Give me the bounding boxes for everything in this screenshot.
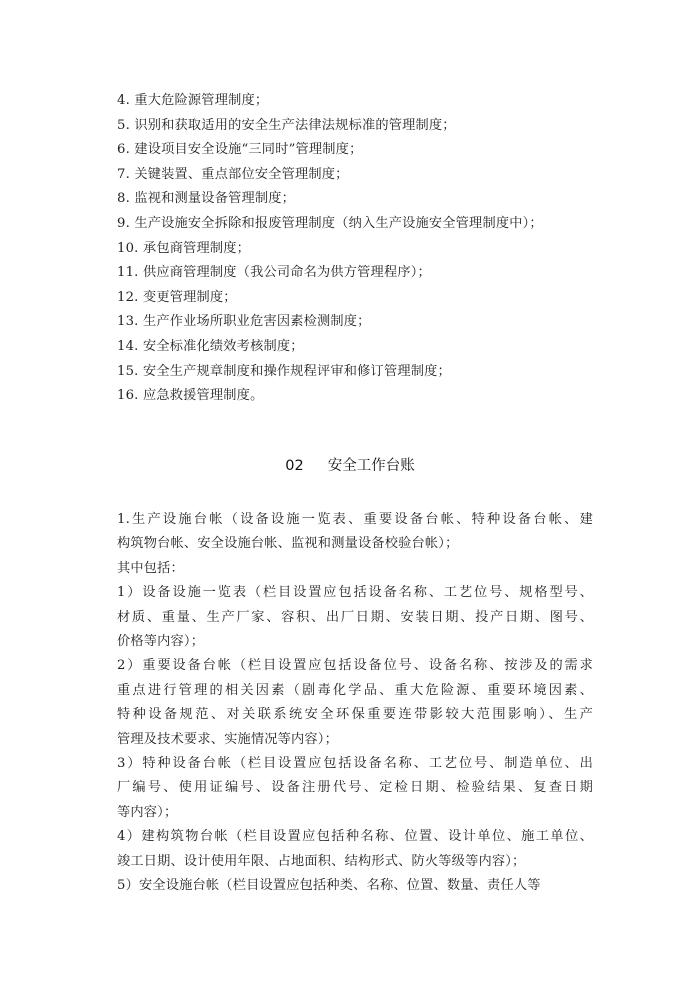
paragraph xyxy=(117,557,593,581)
list-item: 9. 生产设施安全拆除和报废管理制度（纳入生产设施安全管理制度中）； xyxy=(117,215,543,231)
list-item: 15. 安全生产规章制度和操作规程评审和修订管理制度； xyxy=(117,363,451,379)
section-heading xyxy=(0,456,700,476)
list-item: 7. 关键装置、重点部位安全管理制度； xyxy=(117,166,349,182)
paragraph xyxy=(117,874,593,898)
text-line: 1）设备设施一览表（栏目设置应包括设备名称、工艺位号、规格型号、 xyxy=(117,585,593,601)
paragraph xyxy=(117,825,593,874)
paragraph xyxy=(117,508,593,557)
text-line: 等内容）； xyxy=(117,804,178,820)
text-line: 材质、重量、生产厂家、容积、出厂日期、安装日期、投产日期、图号、 xyxy=(117,609,593,625)
text-line: 其中包括： xyxy=(117,560,184,576)
text-line: 特种设备规范、对关联系统安全环保重要连带影较大范围影响）、生产 xyxy=(117,707,593,723)
text-line: 竣工日期、设计使用年限、占地面积、结构形式、防火等级等内容）； xyxy=(117,853,526,869)
list-item: 13. 生产作业场所职业危害因素检测制度； xyxy=(117,314,371,330)
list-item: 16. 应急救援管理制度。 xyxy=(117,388,264,404)
text-line: 厂编号、使用证编号、设备注册代号、定检日期、检验结果、复查日期 xyxy=(117,780,593,796)
section-body xyxy=(117,508,593,899)
text-line: 价格等内容）； xyxy=(117,634,205,650)
text-line: 1.生产设施台帐（设备设施一览表、重要设备台帐、特种设备台帐、建 xyxy=(117,512,593,527)
text-line: 2）重要设备台帐（栏目设置应包括设备位号、设备名称、按涉及的需求 xyxy=(117,658,593,674)
list-item: 10. 承包商管理制度； xyxy=(117,240,251,256)
regulation-list xyxy=(117,89,607,409)
text-line: 管理及技术要求、实施情况等内容）； xyxy=(117,731,338,747)
paragraph xyxy=(117,654,593,752)
text-line: 5）安全设施台帐（栏目设置应包括种类、名称、位置、数量、责任人等 xyxy=(117,878,541,894)
section-number: 02 xyxy=(285,458,304,474)
list-item: 14. 安全标准化绩效考核制度； xyxy=(117,338,304,354)
list-item: 8. 监视和测量设备管理制度； xyxy=(117,191,296,207)
list-item: 6. 建设项目安全设施“三同时”管理制度； xyxy=(117,142,363,158)
paragraph xyxy=(117,581,593,654)
text-line: 重点进行管理的相关因素（剧毒化学品、重大危险源、重要环境因素、 xyxy=(117,682,593,698)
text-line: 构筑物台帐、安全设施台帐、监视和测量设备校验台帐）； xyxy=(117,536,459,552)
list-item: 4. 重大危险源管理制度； xyxy=(117,93,269,108)
list-item: 5. 识别和获取适用的安全生产法律法规标准的管理制度； xyxy=(117,117,456,133)
section-title: 安全工作台账 xyxy=(327,458,415,474)
paragraph xyxy=(117,752,593,825)
list-item: 11. 供应商管理制度（我公司命名为供方管理程序）； xyxy=(117,265,431,281)
text-line: 4）建构筑物台帐（栏目设置应包括种名称、位置、设计单位、施工单位、 xyxy=(117,829,593,845)
list-item: 12. 变更管理制度； xyxy=(117,289,237,305)
text-line: 3）特种设备台帐（栏目设置应包括设备名称、工艺位号、制造单位、出 xyxy=(117,756,593,772)
